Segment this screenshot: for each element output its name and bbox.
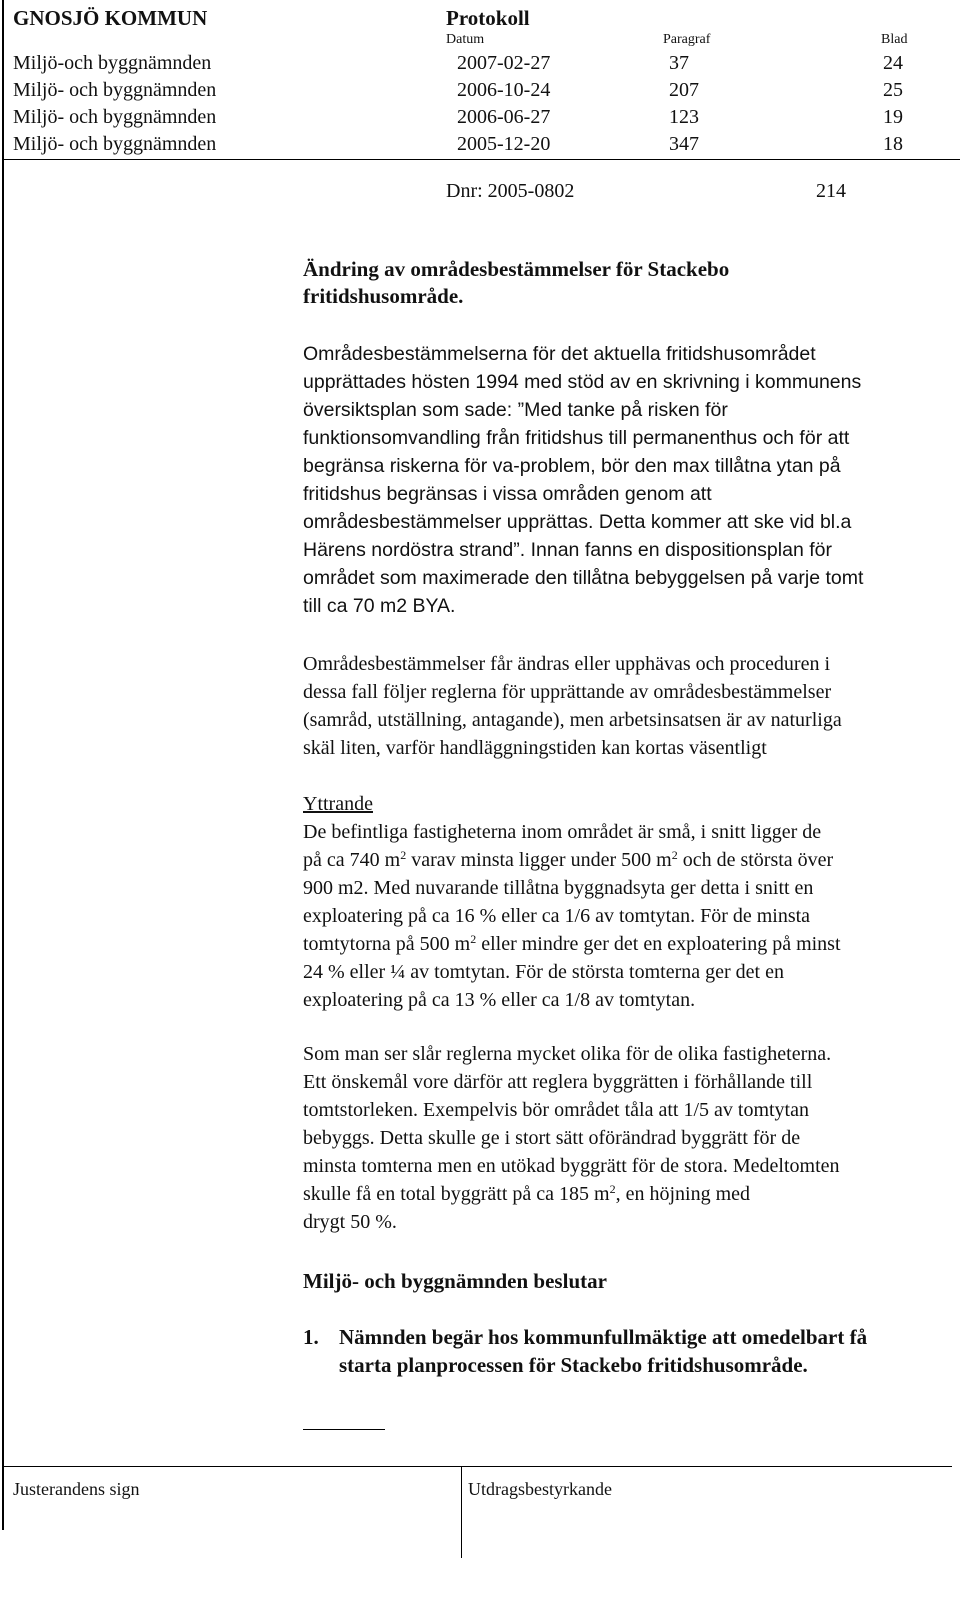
paragraph-line: dessa fall följer reglerna för upprättande av områdesbestämmelser <box>303 681 832 703</box>
paragraph-line: området som maximerade den tillåtna bebyggelsen på varje tomt <box>303 567 864 589</box>
column-header-paragraf: Paragraf <box>663 32 711 47</box>
blad-number: 25 <box>883 79 903 101</box>
yttrande-section <box>303 790 943 1014</box>
document-type: Protokoll <box>446 6 530 30</box>
paragraph-line: Områdesbestämmelser får ändras eller upphävas och proceduren i <box>303 653 831 675</box>
paragraph-line: till ca 70 m2 BYA. <box>303 595 456 617</box>
blad-number: 19 <box>883 106 903 128</box>
meeting-row <box>13 133 913 160</box>
item-number: 1. <box>303 1325 319 1349</box>
blad-number: 24 <box>883 52 903 74</box>
paragraph-line: Områdesbestämmelserna för det aktuella fritidshusområdet <box>303 343 816 365</box>
proposal-paragraph <box>303 1040 943 1236</box>
paragraph-line: funktionsomvandling från fritidshus till permanenthus och för att <box>303 427 850 449</box>
paragraph-line: exploatering på ca 13 % eller ca 1/8 av tomtytan. <box>303 989 696 1011</box>
column-header-date: Datum <box>446 32 485 47</box>
superscript: 2 <box>609 1182 616 1196</box>
left-margin-rule <box>2 0 4 1530</box>
paragraf-number: 207 <box>669 79 699 101</box>
page-title <box>303 256 923 310</box>
superscript: 2 <box>470 932 477 946</box>
committee-name: Miljö-och byggnämnden <box>13 52 212 74</box>
certification-label: Utdragsbestyrkande <box>468 1479 612 1499</box>
superscript: 2 <box>400 848 407 862</box>
section-heading: Yttrande <box>303 793 373 815</box>
meeting-row <box>13 52 913 79</box>
meeting-date: 2007-02-27 <box>457 52 551 74</box>
meeting-row <box>13 79 913 106</box>
paragraph-line: De befintliga fastigheterna inom området är små, i snitt ligger de <box>303 821 822 843</box>
committee-name: Miljö- och byggnämnden <box>13 79 217 101</box>
paragraf-number: 123 <box>669 106 699 128</box>
committee-name: Miljö- och byggnämnden <box>13 106 217 128</box>
procedure-paragraph <box>303 650 943 762</box>
footer-divider <box>461 1466 462 1558</box>
paragraf-number: 37 <box>669 52 689 74</box>
diary-number: Dnr: 2005-0802 <box>446 180 575 202</box>
paragraph-line: översiktsplan som sade: ”Med tanke på risken för <box>303 399 728 421</box>
blad-number: 18 <box>883 133 903 155</box>
paragraph-line: Som man ser slår reglerna mycket olika för de olika fastigheterna. <box>303 1043 832 1065</box>
paragraph-line: områdesbestämmelser upprättas. Detta kommer att ske vid bl.a <box>303 511 852 533</box>
meeting-row <box>13 106 913 133</box>
paragraph-line: skäl liten, varför handläggningstiden kan kortas väsentligt <box>303 737 767 759</box>
meeting-date: 2006-10-24 <box>457 79 551 101</box>
paragraf-number: 347 <box>669 133 699 155</box>
paragraph-line: Ett önskemål vore därför att reglera byggrätten i förhållande till <box>303 1071 813 1093</box>
municipality-name: GNOSJÖ KOMMUN <box>13 6 208 30</box>
end-rule <box>303 1429 385 1430</box>
title-line: fritidshusområde. <box>303 284 464 308</box>
title-line: Ändring av områdesbestämmelser för Stackebo <box>303 257 730 281</box>
paragraph-line: exploatering på ca 16 % eller ca 1/6 av tomtytan. För de minsta <box>303 905 811 927</box>
superscript: 2 <box>671 848 678 862</box>
paragraph-line: bebyggs. Detta skulle ge i stort sätt oförändrad byggrätt för de <box>303 1127 801 1149</box>
paragraph-line: (samråd, utställning, antagande), men arbetsinsatsen är av naturliga <box>303 709 842 731</box>
meeting-date: 2005-12-20 <box>457 133 551 155</box>
paragraph-line: tomtytorna på 500 $m^2$ eller mindre ger det en exploatering på minst <box>303 932 841 955</box>
paragraph-line: 900 m2. Med nuvarande tillåtna byggnadsyta ger detta i snitt en <box>303 877 814 899</box>
decision-text: Nämnden begär hos kommunfullmäktige att omedelbart få starta planprocessen för Stackebo fritidshusområde. <box>339 1325 868 1377</box>
paragraph-line: begränsa riskerna för va-problem, bör den max tillåtna ytan på <box>303 455 841 477</box>
signature-label: Justerandens sign <box>13 1479 140 1499</box>
paragraph-line: Härens nordöstra strand”. Innan fanns en dispositionsplan för <box>303 539 832 561</box>
decision-heading: Miljö- och byggnämnden beslutar <box>303 1269 607 1293</box>
case-paragraph-number: 214 <box>816 180 846 202</box>
paragraph-line: fritidshus begränsas i vissa områden genom att <box>303 483 712 505</box>
background-paragraph <box>303 340 943 620</box>
paragraph-line: 24 % eller ¼ av tomtytan. För de största tomterna ger det en <box>303 961 784 983</box>
paragraph-line: tomtstorleken. Exempelvis bör området tåla att 1/5 av tomtytan <box>303 1099 809 1121</box>
paragraph-line: skulle få en total byggrätt på ca 185 $m^2$, en höjning med <box>303 1182 751 1205</box>
paragraph-line: upprättades hösten 1994 med stöd av en skrivning i kommunens <box>303 371 862 393</box>
column-header-blad: Blad <box>881 32 908 47</box>
paragraph-line: drygt 50 %. <box>303 1211 397 1233</box>
meeting-date: 2006-06-27 <box>457 106 551 128</box>
footer-top-rule <box>2 1466 952 1467</box>
paragraph-line: minsta tomterna men en utökad byggrätt för de stora. Medeltomten <box>303 1155 840 1177</box>
paragraph-line: på ca 740 $m^2$ varav minsta ligger under 500 $m^2$ och de största över <box>303 848 834 871</box>
committee-name: Miljö- och byggnämnden <box>13 133 217 155</box>
